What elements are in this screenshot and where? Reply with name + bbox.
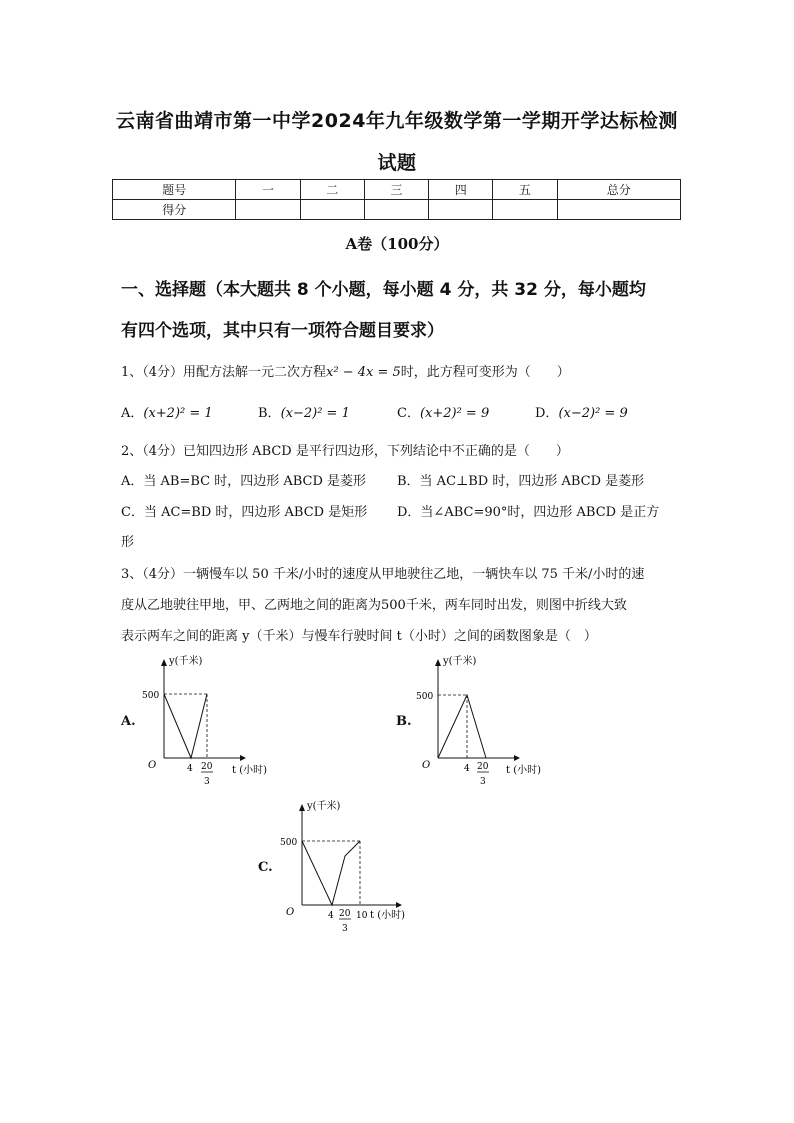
q1-option-b-expr: (x−2)² = 1	[280, 406, 350, 421]
q1-option-c-expr: (x+2)² = 9	[419, 406, 490, 421]
q1-option-c-letter: C．	[397, 406, 420, 421]
score-table	[112, 179, 681, 220]
graph-a-y-tick: 500	[142, 691, 160, 701]
score-blank	[364, 200, 428, 220]
graph-b-polyline	[438, 695, 486, 758]
graph-c-x-arrow-icon	[396, 902, 402, 908]
q1-option-b-letter: B．	[258, 406, 281, 421]
score-cell-2: 二	[300, 180, 364, 200]
exam-title-line2: 试题	[377, 152, 417, 174]
graph-c	[278, 795, 438, 945]
graph-c-x-label: t (小时)	[370, 910, 405, 921]
score-cell-5: 五	[493, 180, 557, 200]
q1-prefix: 1、（4分）用配方法解一元二次方程	[121, 365, 327, 380]
q1-suffix: 时，此方程可变形为（ ）	[400, 365, 570, 380]
graph-c-y-arrow-icon	[299, 804, 305, 811]
q3-stem-line2: 度从乙地驶往甲地，甲、乙两地之间的距离为500千米，两车同时出发，则图中折线大致	[121, 598, 627, 613]
graph-a-polyline	[164, 694, 207, 758]
graph-b-label[interactable]: B.	[396, 714, 412, 729]
q1-option-c[interactable]	[397, 402, 489, 421]
volume-heading: A卷（100分）	[345, 235, 449, 253]
section1-heading-line2: 有四个选项，其中只有一项符合题目要求）	[121, 321, 444, 341]
graph-c-y-label: y(千米)	[307, 801, 341, 812]
graph-c-polyline	[302, 841, 360, 905]
q2-option-d-continued: 形	[121, 535, 135, 550]
score-cell-4: 四	[429, 180, 493, 200]
graph-b-x-arrow-icon	[514, 755, 520, 761]
graph-a-tick-4: 4	[187, 764, 193, 774]
score-cell-total: 总分	[557, 180, 680, 200]
graph-b-y-tick: 500	[416, 692, 434, 702]
q3-stem-line3: 表示两车之间的距离 y（千米）与慢车行驶时间 t（小时）之间的函数图象是（ ）	[121, 629, 597, 644]
q1-option-d[interactable]	[535, 402, 628, 421]
score-cell-label: 题号	[113, 180, 236, 200]
graph-b-tick-4: 4	[464, 764, 470, 774]
graph-b-tick-20: 20	[477, 762, 489, 772]
graph-b-y-label: y(千米)	[443, 656, 477, 667]
graph-a-origin: O	[148, 760, 157, 771]
score-blank	[300, 200, 364, 220]
q1-option-a-expr: (x+2)² = 1	[143, 406, 213, 421]
graph-b-y-arrow-icon	[435, 659, 441, 666]
graph-a-y-arrow-icon	[161, 659, 167, 666]
graph-b-origin: O	[422, 760, 431, 771]
score-cell-1: 一	[236, 180, 300, 200]
score-blank	[493, 200, 557, 220]
graph-b-tick-3: 3	[480, 777, 486, 787]
q1-option-a[interactable]	[121, 402, 213, 421]
score-blank	[236, 200, 300, 220]
q1-option-a-letter: A．	[121, 406, 144, 421]
q1-equation: x² − 4x = 5	[326, 365, 401, 380]
graph-c-tick-4: 4	[328, 911, 334, 921]
q3-stem-line1: 3、（4分）一辆慢车以 50 千米/小时的速度从甲地驶往乙地，一辆快车以 75 千米/小时的速	[121, 567, 645, 582]
graph-c-tick-10: 10	[356, 911, 368, 921]
q1-option-d-letter: D．	[535, 406, 559, 421]
score-blank	[429, 200, 493, 220]
q1-option-d-expr: (x−2)² = 9	[558, 406, 628, 421]
q2-option-a[interactable]: A．当 AB=BC 时，四边形 ABCD 是菱形	[121, 474, 367, 489]
graph-a-tick-3: 3	[204, 777, 210, 787]
graph-c-label[interactable]: C.	[258, 860, 273, 875]
graph-a-y-label: y(千米)	[169, 656, 203, 667]
graph-b-x-label: t (小时)	[506, 765, 541, 776]
q1-stem	[121, 361, 570, 380]
score-row-label: 得分	[113, 200, 236, 220]
graph-c-tick-3: 3	[342, 924, 348, 934]
graph-c-y-tick: 500	[280, 838, 298, 848]
exam-title-line1: 云南省曲靖市第一中学2024年九年级数学第一学期开学达标检测	[116, 110, 678, 132]
q2-option-b[interactable]: B．当 AC⊥BD 时，四边形 ABCD 是菱形	[397, 474, 645, 489]
graph-c-origin: O	[286, 907, 295, 918]
q2-option-d[interactable]: D．当∠ABC=90°时，四边形 ABCD 是正方	[397, 505, 660, 520]
score-cell-3: 三	[364, 180, 428, 200]
q1-option-b[interactable]	[258, 402, 350, 421]
graph-c-tick-20: 20	[339, 909, 351, 919]
q2-stem: 2、（4分）已知四边形 ABCD 是平行四边形，下列结论中不正确的是（ ）	[121, 444, 569, 459]
score-table-header-row	[113, 180, 681, 200]
score-blank	[557, 200, 680, 220]
graph-b	[414, 650, 554, 790]
graph-a-x-label: t (小时)	[232, 765, 267, 776]
section1-heading-line1: 一、选择题（本大题共 8 个小题，每小题 4 分，共 32 分，每小题均	[121, 280, 646, 300]
graph-a-tick-20: 20	[201, 762, 213, 772]
graph-a-label[interactable]: A.	[121, 714, 136, 729]
graph-a-x-arrow-icon	[240, 755, 246, 761]
graph-a	[140, 650, 280, 790]
score-table-score-row	[113, 200, 681, 220]
q2-option-c[interactable]: C．当 AC=BD 时，四边形 ABCD 是矩形	[121, 505, 368, 520]
